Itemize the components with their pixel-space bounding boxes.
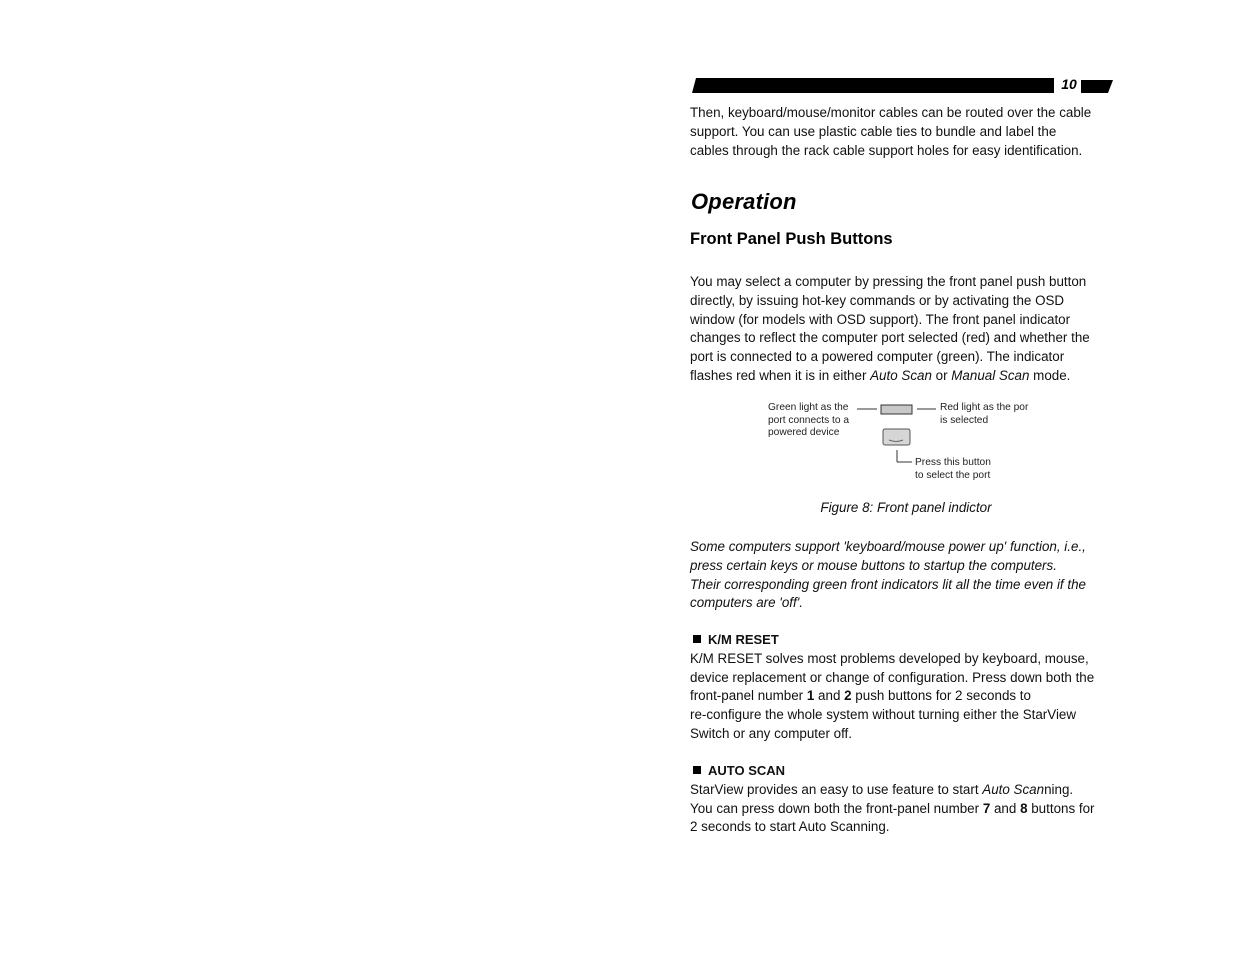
manual-scan-term: Manual Scan [951, 367, 1030, 383]
front-panel-paragraph [690, 273, 1122, 386]
paragraph-line: You may select a computer by pressing the front panel push button [690, 274, 1087, 289]
figure-caption: Figure 8: Front panel indictor [820, 500, 992, 515]
auto-scan-term: Auto Scan [870, 367, 932, 383]
auto-line: StarView provides an easy to use feature to start Auto Scanning. [690, 781, 1074, 797]
km-line: Switch or any computer off. [690, 725, 853, 741]
auto-scan-heading: AUTO SCAN [690, 762, 1122, 781]
green-light-label: Green light as the port connects to a powered device [768, 402, 849, 439]
operation-heading: Operation [691, 189, 797, 214]
intro-line: Then, keyboard/mouse/monitor cables can be routed over the cable [690, 105, 1092, 120]
indicator-light-icon [881, 405, 912, 414]
section-heading: Front Panel Push Buttons [690, 230, 893, 248]
km-reset-section [690, 631, 1122, 744]
paragraph-line: port is connected to a powered computer (green). The indicator [690, 349, 1065, 365]
note-line: press certain keys or mouse buttons to startup the computers. [690, 557, 1057, 573]
note-line: Some computers support 'keyboard/mouse power up' function, i.e., [690, 539, 1086, 554]
paragraph-line: directly, by issuing hot-key commands or by activating the OSD [690, 292, 1065, 308]
km-line: front-panel number 1 and 2 push buttons for 2 seconds to [690, 688, 1031, 704]
km-line: device replacement or change of configuration. Press down both the [690, 669, 1095, 685]
power-up-note [690, 538, 1122, 613]
header-bar-graphic [692, 77, 1113, 94]
note-line: Their corresponding green front indicators lit all the time even if the [690, 576, 1086, 592]
km-line: K/M RESET solves most problems developed by keyboard, mouse, [690, 650, 1089, 666]
auto-scan-section [690, 762, 1122, 837]
paragraph-line: window (for models with OSD support). The front panel indicator [690, 311, 1071, 327]
intro-line: cables through the rack cable support holes for easy identification. [690, 142, 1083, 158]
paragraph-line [690, 367, 1122, 386]
text-run: mode. [1029, 367, 1071, 383]
text-run: flashes red when it is in either [690, 367, 871, 383]
km-reset-heading: K/M RESET [690, 631, 1122, 650]
text-run: or [931, 367, 952, 383]
km-line: re-configure the whole system without turning either the StarView [690, 707, 1077, 723]
auto-line: You can press down both the front-panel number 7 and 8 buttons for [690, 800, 1095, 816]
press-button-label: Press this button to select the port [915, 457, 991, 481]
paragraph-line: changes to reflect the computer port selected (red) and whether the [690, 330, 1090, 346]
front-panel-figure [766, 398, 1046, 488]
auto-line: 2 seconds to start Auto Scanning. [690, 819, 890, 835]
page-number: 10 [1061, 76, 1077, 92]
square-bullet-icon [693, 766, 701, 774]
page-header [692, 77, 1113, 94]
push-button-icon [883, 429, 910, 445]
red-light-label: Red light as the por is selected [940, 402, 1029, 426]
note-line: computers are 'off'. [690, 595, 804, 611]
intro-paragraph [690, 104, 1122, 160]
square-bullet-icon [693, 635, 701, 643]
intro-line: support. You can use plastic cable ties to bundle and label the [690, 123, 1057, 139]
